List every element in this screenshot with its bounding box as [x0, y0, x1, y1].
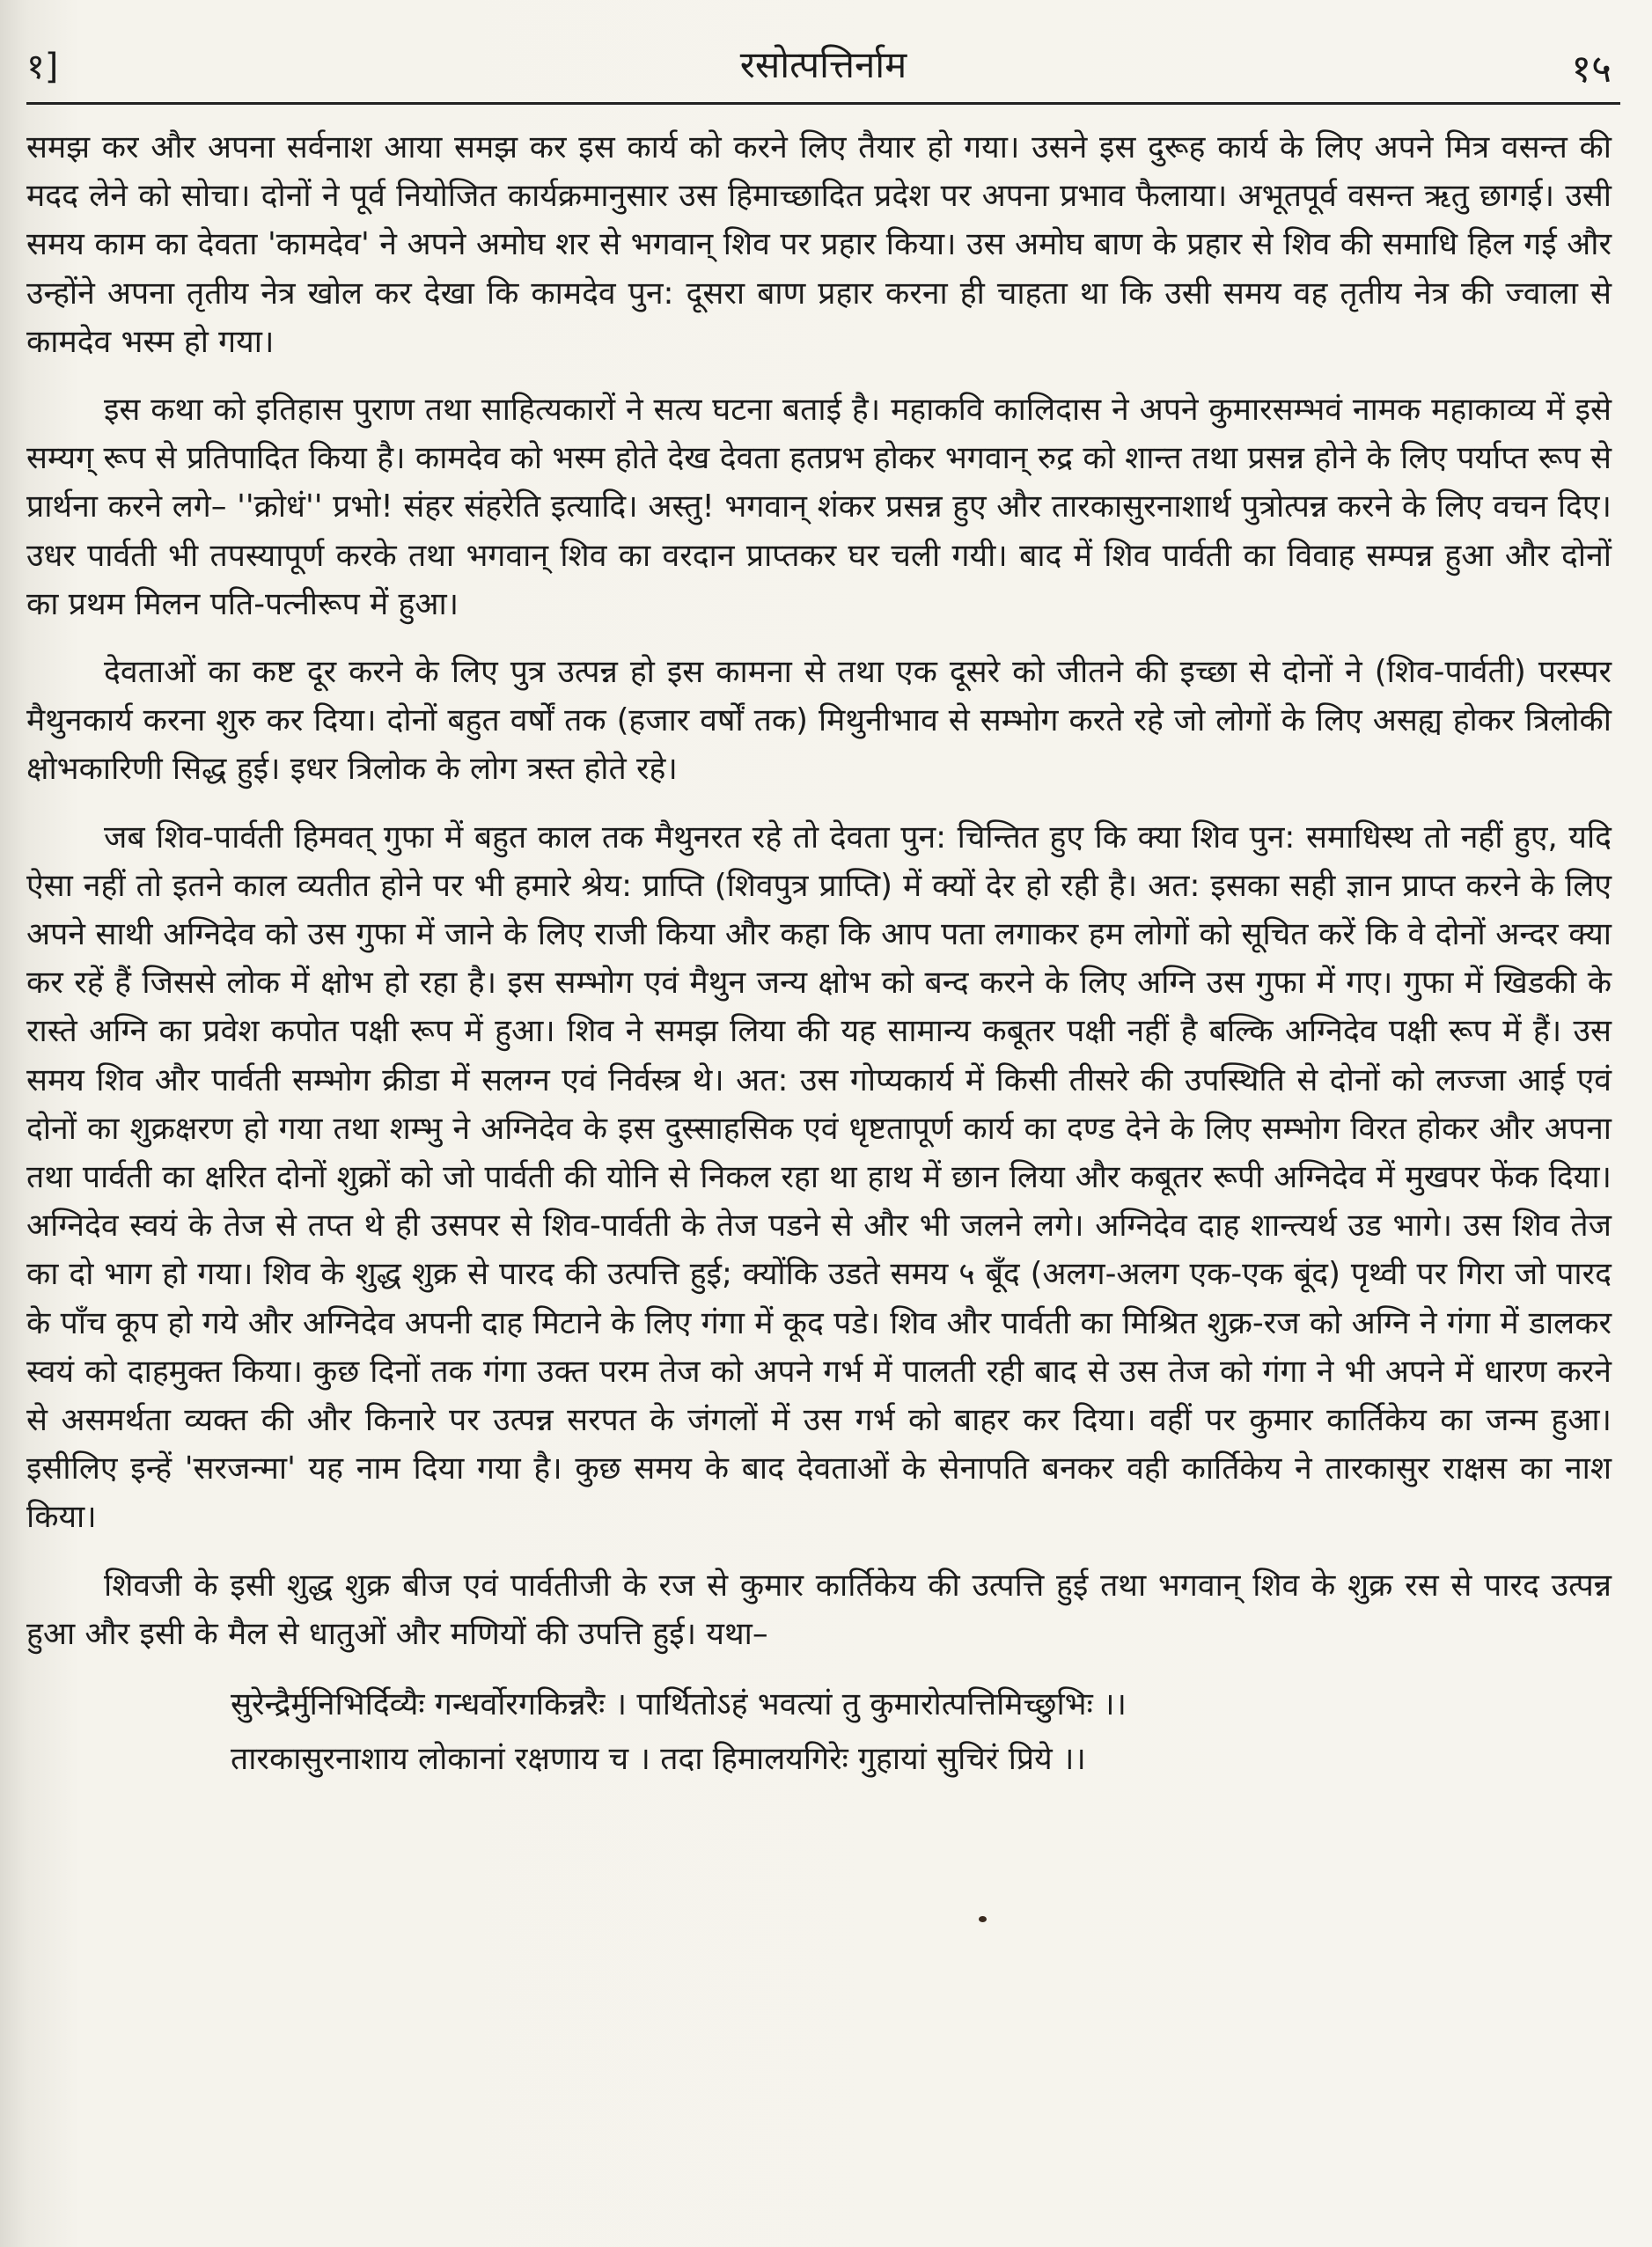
page-body	[26, 123, 1612, 1787]
paragraph: शिवजी के इसी शुद्ध शुक्र बीज एवं पार्वतीजी के रज से कुमार कार्तिकेय की उत्पत्ति हुई तथा भगवान् शिव के शुक्र रस से पारद उत्पन्न हुआ और इसी के मैल से धातुओं और मणियों की उपत्ति हुई। यथा–	[26, 1567, 1612, 1652]
header-fragment: १]	[26, 47, 59, 87]
paragraph: समझ कर और अपना सर्वनाश आया समझ कर इस कार्य को करने लिए तैयार हो गया। उसने इस दुरूह कार्य के लिए अपने मित्र वसन्त की मदद लेने को सोचा। दोनों ने पूर्व नियोजित कार्यक्रमानुसार उस हिमाच्छादित प्रदेश पर अपना प्रभाव फैलाया। अभूतपूर्व वसन्त ऋतु छागई। उसी समय काम का देवता 'कामदेव' ने अपने अमोघ शर से भगवान् शिव पर प्रहार किया। उस अमोघ बाण के प्रहार से शिव की समाधि हिल गई और उन्होंने अपना तृतीय नेत्र खोल कर देखा कि कामदेव पुन: दूसरा बाण प्रहार करना ही चाहता था कि उसी समय वह तृतीय नेत्र की ज्वाला से कामदेव भस्म हो गया।	[26, 129, 1612, 360]
paragraph: इस कथा को इतिहास पुराण तथा साहित्यकारों ने सत्य घटना बताई है। महाकवि कालिदास ने अपने कुमारसम्भवं नामक महाकाव्य में इसे सम्यग् रूप से प्रतिपादित किया है। कामदेव को भस्म होते देख देवता हतप्रभ होकर भगवान् रुद्र को शान्त तथा प्रसन्न होने के लिए पर्याप्त रूप से प्रार्थना करने लगे– ''क्रोधं'' प्रभो! संहर संहरेति इत्यादि। अस्तु! भगवान् शंकर प्रसन्न हुए और तारकासुरनाशार्थ पुत्रोत्पन्न करने के लिए वचन दिए। उधर पार्वती भी तपस्यापूर्ण करके तथा भगवान् शिव का वरदान प्राप्तकर घर चली गयी। बाद में शिव पार्वती का विवाह सम्पन्न हुआ और दोनों का प्रथम मिलन पति-पत्नीरूप में हुआ।	[26, 392, 1612, 622]
paragraph: जब शिव-पार्वती हिमवत् गुफा में बहुत काल तक मैथुनरत रहे तो देवता पुन: चिन्तित हुए कि क्या शिव पुन: समाधिस्थ तो नहीं हुए, यदि ऐसा नहीं तो इतने काल व्यतीत होने पर भी हमारे श्रेय: प्राप्ति (शिवपुत्र प्राप्ति) में क्यों देर हो रही है। अत: इसका सही ज्ञान प्राप्त करने के लिए अपने साथी अग्निदेव को उस गुफा में जाने के लिए राजी किया और कहा कि आप पता लगाकर हम लोगों को सूचित करें कि वे दोनों अन्दर क्या कर रहें हैं जिससे लोक में क्षोभ हो रहा है। इस सम्भोग एवं मैथुन जन्य क्षोभ को बन्द करने के लिए अग्नि उस गुफा में गए। गुफा में खिडकी के रास्ते अग्नि का प्रवेश कपोत पक्षी रूप में हुआ। शिव ने समझ लिया की यह सामान्य कबूतर पक्षी नहीं है बल्कि अग्निदेव पक्षी रूप में हैं। उस समय शिव और पार्वती सम्भोग क्रीडा में सलग्न एवं निर्वस्त्र थे। अत: उस गोप्यकार्य में किसी तीसरे की उपस्थिति से दोनों को लज्जा आई एवं दोनों का शुक्रक्षरण हो गया तथा शम्भु ने अग्निदेव के इस दुस्साहसिक एवं धृष्टतापूर्ण कार्य का दण्ड देने के लिए सम्भोग विरत होकर और अपना तथा पार्वती का क्षरित दोनों शुक्रों को जो पार्वती की योनि से निकल रहा था हाथ में छान लिया और कबूतर रूपी अग्निदेव में मुखपर फेंक दिया। अग्निदेव स्वयं के तेज से तप्त थे ही उसपर से शिव-पार्वती के तेज पडने से और भी जलने लगे। अग्निदेव दाह शान्त्यर्थ उड भागे। उस शिव तेज का दो भाग हो गया। शिव के शुद्ध शुक्र से पारद की उत्पत्ति हुई; क्योंकि उडते समय ५ बूँद (अलग-अलग एक-एक बूंद) पृथ्वी पर गिरा जो पारद के पाँच कूप हो गये और अग्निदेव अपनी दाह मिटाने के लिए गंगा में कूद पडे। शिव और पार्वती का मिश्रित शुक्र-रज को अग्नि ने गंगा में डालकर स्वयं को दाहमुक्त किया। कुछ दिनों तक गंगा उक्त परम तेज को अपने गर्भ में पालती रही बाद से उस तेज को गंगा ने भी अपने में धारण करने से असमर्थता व्यक्त की और किनारे पर उत्पन्न सरपत के जंगलों में उस गर्भ को बाहर कर दिया। वहीं पर कुमार कार्तिकेय का जन्म हुआ। इसीलिए इन्हें 'सरजन्मा' यह नाम दिया गया है। कुछ समय के बाद देवताओं के सेनापति बनकर वही कार्तिकेय ने तारकासुर राक्षस का नाश किया।	[26, 819, 1612, 1536]
verse-line: सुरेन्द्रैर्मुनिभिर्दिव्यैः गन्धर्वोरगकिन्नरैः । पार्थितोऽहं भवत्यां तु कुमारोत्पत्तिमिच्छुभिः ।।	[231, 1686, 1127, 1723]
paragraph: देवताओं का कष्ट दूर करने के लिए पुत्र उत्पन्न हो इस कामना से तथा एक दूसरे को जीतने की इच्छा से दोनों ने (शिव-पार्वती) परस्पर मैथुनकार्य करना शुरु कर दिया। दोनों बहुत वर्षों तक (हजार वर्षों तक) मिथुनीभाव से सम्भोग करते रहे जो लोगों के लिए असह्य होकर त्रिलोकी क्षोभकारिणी सिद्ध हुई। इधर त्रिलोक के लोग त्रस्त होते रहे।	[26, 654, 1612, 788]
verse-line: तारकासुरनाशाय लोकानां रक्षणाय च । तदा हिमालयगिरेः गुहायां सुचिरं प्रिये ।।	[231, 1741, 1086, 1778]
running-title: रसोत्पत्तिर्नाम	[739, 43, 907, 86]
page-number: १५	[1571, 47, 1612, 92]
ink-speck	[979, 1916, 987, 1922]
header-rule	[26, 102, 1620, 105]
sanskrit-verse	[231, 1678, 1612, 1787]
page-header	[26, 33, 1620, 97]
